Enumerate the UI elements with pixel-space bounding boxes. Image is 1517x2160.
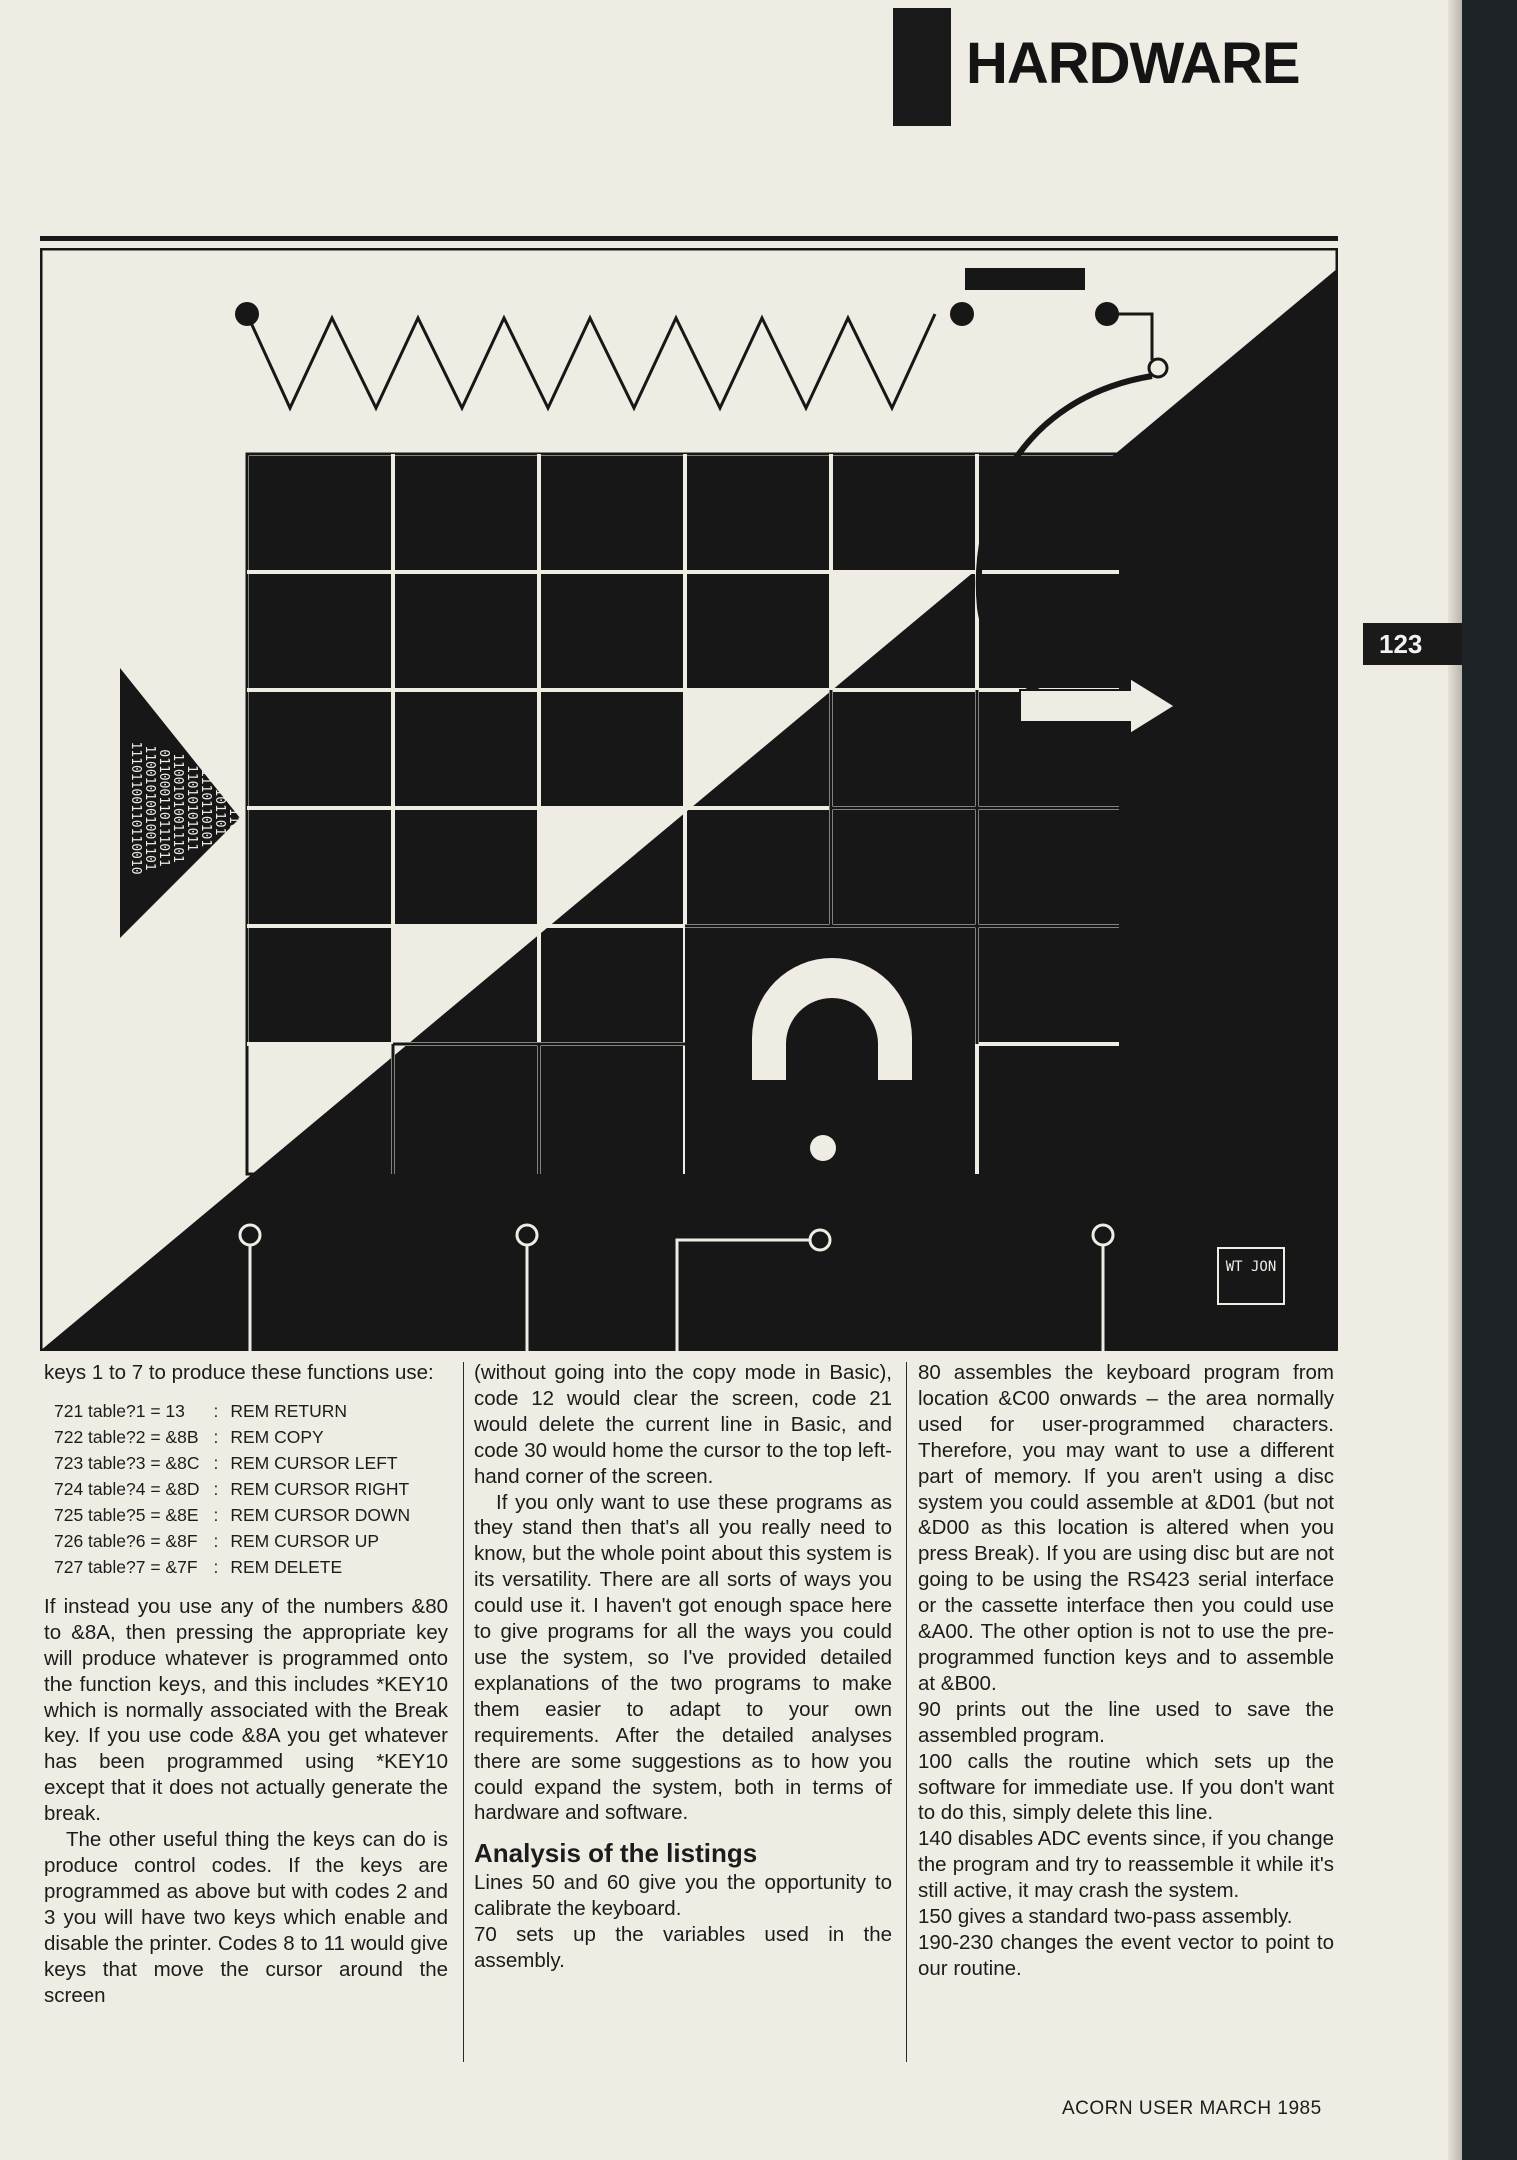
article-illustration [40, 248, 1338, 1351]
page-footer: ACORN USER MARCH 1985 [1062, 2098, 1322, 2119]
remark-cell: REM CURSOR RIGHT [230, 1478, 410, 1499]
terminal-left [235, 302, 259, 326]
separator-cell: : [213, 1530, 219, 1551]
remark-cell: REM DELETE [230, 1556, 343, 1577]
code-cell: 723 table?3 = &8C [54, 1452, 200, 1473]
binary-line: 11001010011101 [170, 753, 185, 863]
top-strip [965, 268, 1085, 290]
code-cell: 725 table?5 = &8E [54, 1504, 199, 1525]
code-cell: 722 table?2 = &8B [54, 1426, 199, 1447]
code-cell: 724 table?4 = &8D [54, 1478, 200, 1499]
table-row [54, 1504, 414, 1530]
separator-cell: : [213, 1452, 219, 1473]
remark-cell: REM CURSOR LEFT [230, 1452, 398, 1473]
separator-cell: : [213, 1400, 219, 1421]
d-key-dot [810, 1135, 836, 1161]
section-marker-block [893, 8, 951, 126]
binary-line: 1110110101 [198, 768, 213, 848]
col3-paragraph-6: 190-230 changes the event vector to point to our routine. [918, 1930, 1334, 1980]
separator-cell: : [213, 1478, 219, 1499]
column-separator-1 [463, 1362, 464, 2062]
binary-line: 110110 [226, 784, 241, 832]
col3-paragraph-1: 80 assembles the keyboard program from location &C00 onwards – the area normally used for user-programmed characters. Therefore, you may want to use a different part of memory. If you aren't using a disc system you could assemble at &D01 (but not &D00 as this location is altered when you press Break). If you are using disc but are not going to be using the RS423 serial interface or the cassette interface then you could use &A00. The other option is not to use the pre-programmed function keys and to assemble at &B00. [918, 1361, 1334, 1695]
binary-line: 11010101011 [184, 764, 199, 852]
col3-paragraph-2: 90 prints out the line used to save the assembled program. [918, 1697, 1334, 1747]
col2-paragraph-1: (without going into the copy mode in Basic), code 12 would clear the screen, code 21 would delete the current line in Basic, and code 30 would home the cursor to the top left-hand corner of the screen. [474, 1361, 892, 1488]
remark-cell: REM RETURN [230, 1400, 348, 1421]
binary-line: 011000110111011 [156, 749, 171, 867]
table-row [54, 1478, 414, 1504]
separator-cell: : [213, 1426, 219, 1447]
table-row [54, 1530, 414, 1556]
binary-line: 11101100110110010 [128, 741, 143, 875]
remark-cell: REM CURSOR UP [230, 1530, 380, 1551]
signature-text: WT JON [1225, 1259, 1277, 1275]
illustration-svg [40, 248, 1338, 1351]
terminal-mid [950, 302, 974, 326]
separator-cell: : [213, 1504, 219, 1525]
table-row [54, 1400, 414, 1426]
table-row [54, 1452, 414, 1478]
table-row [54, 1426, 414, 1452]
col3-paragraph-4: 140 disables ADC events since, if you change the program and try to reassemble it while it's still active, it may crash the system. [918, 1827, 1334, 1903]
code-cell: 727 table?7 = &7F [54, 1556, 198, 1577]
col2-paragraph-2: If you only want to use these programs as they stand then that's all you really need to know, but the whole point about this system is its versatility. There are all sorts of ways you could use it. I haven't got enough space here to give programs for all the ways you could use the system, so I've provided detailed explanations of the two programs to make them easier to adapt to your own requirements. After the detailed analyses there are some suggestions as to how you could expand the system, both in terms of hardware and software. [474, 1490, 892, 1825]
col2-paragraph-3: Lines 50 and 60 give you the opportunity to calibrate the keyboard. [474, 1871, 892, 1921]
binary-line: 1100101001001101 [142, 745, 157, 871]
col1-paragraph-1: If instead you use any of the numbers &80 to &8A, then pressing the appropriate key will produce whatever is programmed onto the function keys, and this includes *KEY10 which is normally associated with the Break key. If you use code &8A you get whatever has been programmed using *KEY10 except that it does not actually generate the break. [44, 1594, 448, 1826]
col2-paragraph-4: 70 sets up the variables used in the assembly. [474, 1923, 892, 1973]
page-curl-edge [1448, 0, 1462, 2160]
table-row [54, 1556, 414, 1582]
analysis-heading: Analysis of the listings [474, 1838, 758, 1869]
binary-line: 0101101 [212, 780, 227, 836]
top-rule [40, 236, 1338, 241]
page-number: 123 [1363, 623, 1462, 665]
col3-paragraph-3: 100 calls the routine which sets up the software for immediate use. If you don't want to do this, simply delete this line. [918, 1749, 1334, 1825]
column-1 [44, 1360, 448, 2008]
col1-intro: keys 1 to 7 to produce these functions use: [44, 1361, 434, 1384]
column-2 [474, 1360, 892, 1974]
section-title: HARDWARE [966, 31, 1300, 96]
function-key-table [54, 1400, 414, 1582]
col1-paragraph-2: The other useful thing the keys can do is produce control codes. If the keys are programmed as above but with codes 2 and 3 you will have two keys which enable and disable the printer. Codes 8 to 11 would give keys that move the cursor around the screen [44, 1828, 448, 2007]
column-separator-2 [906, 1362, 907, 2062]
remark-cell: REM CURSOR DOWN [230, 1504, 411, 1525]
column-3 [918, 1360, 1334, 1982]
remark-cell: REM COPY [230, 1426, 324, 1447]
binding-spine [1462, 0, 1517, 2160]
code-cell: 726 table?6 = &8F [54, 1530, 198, 1551]
code-cell: 721 table?1 = 13 [54, 1400, 185, 1421]
separator-cell: : [213, 1556, 219, 1577]
col3-paragraph-5: 150 gives a standard two-pass assembly. [918, 1905, 1293, 1929]
